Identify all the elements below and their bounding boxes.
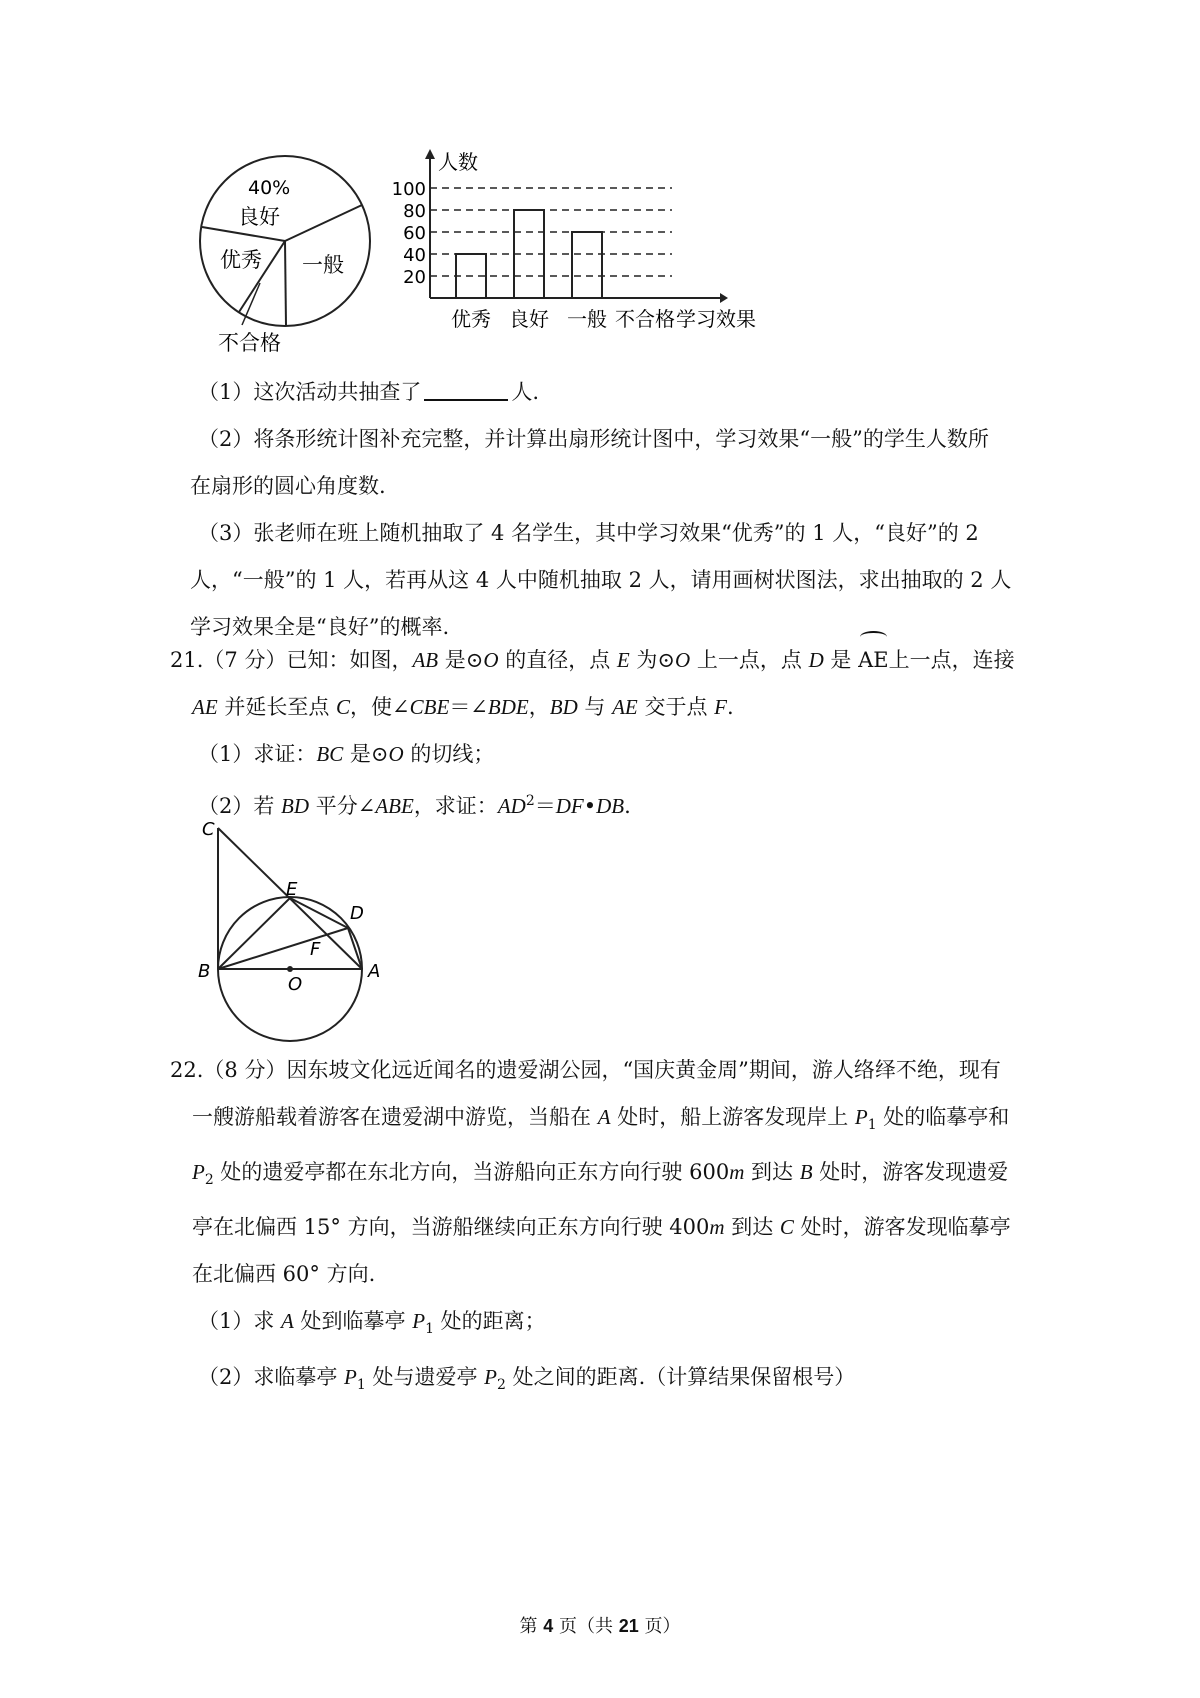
q20-part3-line1: （3）张老师在班上随机抽取了 4 名学生，其中学习效果“优秀”的 1 人，“良好”的 2 — [198, 521, 979, 545]
label-f: F — [310, 939, 321, 960]
q20-part2-line1: （2）将条形统计图补充完整，并计算出扇形统计图中，学习效果“一般”的学生人数所 — [198, 427, 989, 451]
pie-label-fail: 不合格 — [218, 331, 281, 355]
q22-block — [170, 1047, 1038, 1409]
label-o: O — [288, 974, 303, 995]
x-tick-label: 优秀 — [451, 307, 491, 331]
y-tick-label: 100 — [391, 179, 426, 200]
y-tick-label: 20 — [403, 267, 426, 288]
pie-label-excellent: 优秀 — [220, 248, 262, 272]
label-c: C — [202, 819, 215, 840]
y-axis-label: 人数 — [438, 150, 478, 174]
q22-part1: （1）求 A 处到临摹亭 $P_1$ 处的距离； — [198, 1309, 546, 1338]
q20-part2-line2: 在扇形的圆心角度数. — [190, 474, 386, 498]
point-o — [287, 966, 293, 972]
y-tick-label: 80 — [403, 201, 426, 222]
pie-divider — [285, 241, 286, 326]
x-tick-label: 良好 — [509, 307, 549, 331]
pie-divider — [202, 227, 285, 241]
q21-part2: （2）若 BD 平分∠ABE，求证：$AD^2=DF•DB$. — [198, 793, 631, 818]
pie-divider — [285, 205, 362, 241]
bar — [572, 232, 602, 298]
pie-pct-label: 40% — [248, 177, 291, 199]
label-e: E — [286, 879, 298, 900]
x-tick-label: 一般 — [567, 307, 607, 331]
label-b: B — [198, 961, 211, 982]
q22-part2: （2）求临摹亭 $P_1$ 处与遗爱亭 $P_2$ 处之间的距离.（计算结果保留根号） — [198, 1364, 856, 1393]
x-axis-label: 学习效果 — [676, 307, 756, 331]
q22-line5: 在北偏西 60° 方向. — [192, 1262, 376, 1287]
answer-blank — [424, 377, 508, 401]
x-tick-label: 不合格 — [615, 307, 675, 331]
q20-part3-line3: 学习效果全是“良好”的概率. — [190, 615, 450, 639]
q20-block — [190, 369, 1038, 651]
q22-line3: $P_2$ 处的遗爱亭都在东北方向，当游船向正东方向行驶 600m 到达 B 处时，游客发现遗爱 — [192, 1160, 1009, 1189]
q21-block — [170, 637, 1038, 830]
q20-part1: （1）这次活动共抽查了 人. — [198, 369, 1038, 416]
pie-label-avg: 一般 — [302, 253, 344, 277]
q22-line2: 一艘游船载着游客在遗爱湖中游览，当船在 A 处时，船上游客发现岸上 $P_1$ 处的临摹亭和 — [192, 1105, 1010, 1134]
q21-part1: （1）求证：BC 是⊙O 的切线； — [198, 742, 495, 766]
q21-line2: AE 并延长至点 C，使∠CBE＝∠BDE，BD 与 AE 交于点 F. — [192, 695, 734, 719]
page-footer: 第 4 页（共 21 页） — [519, 1616, 681, 1637]
geometry-figure — [190, 815, 405, 1050]
q22-line4: 亭在北偏西 15° 方向，当游船继续向正东方向行驶 400m 到达 C 处时，游客发现临摹亭 — [192, 1215, 1011, 1240]
q22-line1: 22.（8 分）因东坡文化远近闻名的遗爱湖公园，“国庆黄金周”期间，游人络绎不绝，现有 — [170, 1058, 1001, 1082]
arc-ae: AE — [858, 637, 889, 684]
y-tick-label: 60 — [403, 223, 426, 244]
pie-chart — [190, 150, 380, 365]
x-axis-arrow — [720, 293, 728, 303]
y-tick-label: 40 — [403, 245, 426, 266]
y-axis-arrow — [425, 149, 435, 159]
q21-line1: 21.（7 分）已知：如图，AB 是⊙O 的直径，点 E 为⊙O 上一点，点 D 是 AE上一点，连接 — [170, 637, 1038, 684]
label-d: D — [350, 903, 364, 924]
pie-label-good: 良好 — [238, 205, 280, 229]
bar-chart — [390, 145, 770, 345]
q20-part3-line2: 人，“一般”的 1 人，若再从这 4 人中随机抽取 2 人，请用画树状图法，求出抽取的 2 人 — [190, 568, 1012, 592]
label-a: A — [368, 961, 381, 982]
